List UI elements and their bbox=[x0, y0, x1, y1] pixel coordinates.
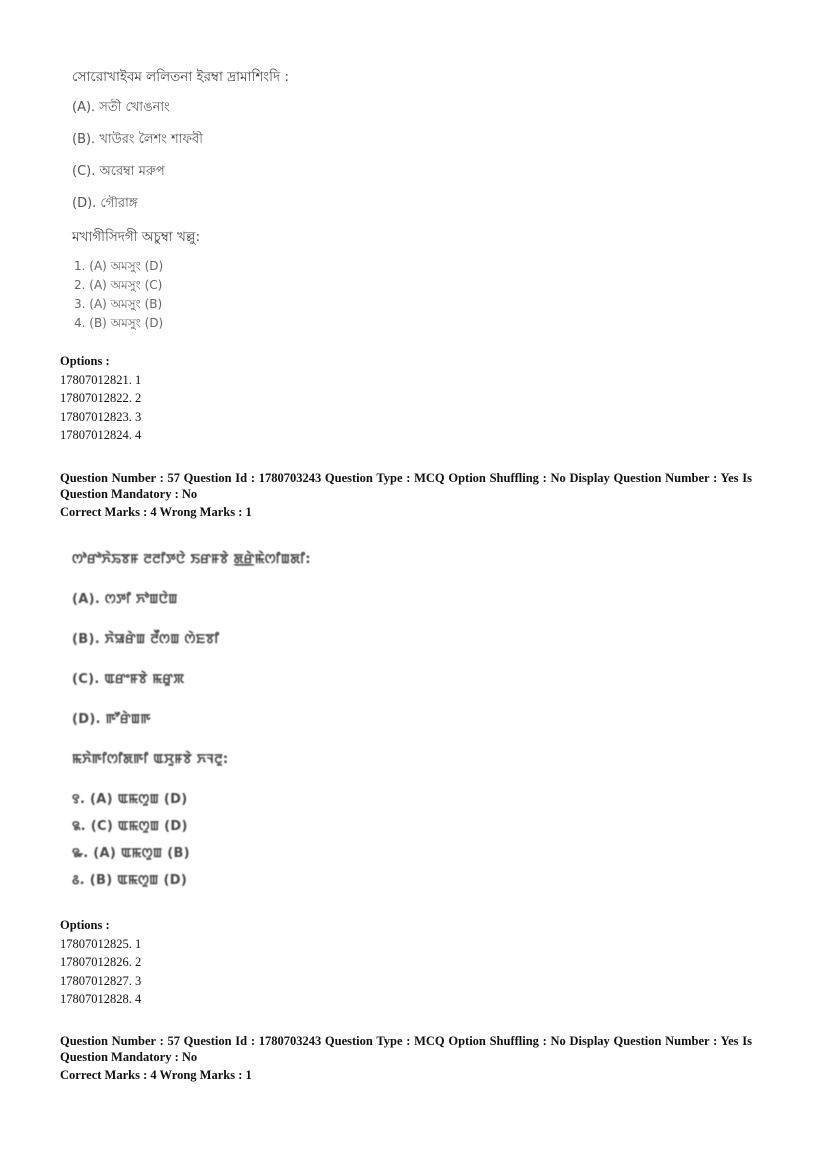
choice-c: (C). অরেম্বা মরুপ bbox=[72, 164, 165, 179]
option-item: 17807012827. 3 bbox=[60, 973, 142, 988]
choice-c: (C). ꯑꯔꯦꯝꯕꯥ ꯃꯔꯨꯞ bbox=[72, 672, 185, 687]
question-meta bbox=[60, 470, 752, 520]
options-block bbox=[60, 916, 760, 1009]
answer-1: ꯱. (A) ꯑꯃꯁꯨꯡ (D) bbox=[72, 792, 188, 807]
option-item: 17807012825. 1 bbox=[60, 936, 142, 951]
options-block bbox=[60, 352, 760, 445]
question-meta-line: Question Number : 57 Question Id : 1780703243 Question Type : MCQ Option Shuffling : No Display Question Number : Yes Is Question Mandatory : No bbox=[60, 471, 752, 501]
question-instruction: ꯃꯈꯥꯒꯤꯁꯤꯗꯒꯤ ꯑꯆꯨꯝꯕꯥ ꯈꯜꯂꯨ: bbox=[72, 752, 229, 767]
question-stem: সোরোখাইবম ললিতনা ইরম্বা দ্রামাশিংদি : bbox=[72, 69, 289, 85]
answer-3: 3. (A) অমসুং (B) bbox=[74, 297, 163, 311]
option-item: 17807012824. 4 bbox=[60, 428, 142, 442]
question-stem: ꯁꯣꯔꯣꯈꯥꯢꯕꯝ ꯂꯂꯤꯇꯅꯥ ꯏꯔꯝꯕꯥ ꯗ꯭ꯔꯥꯃꯥꯁꯤꯡꯗꯤ: bbox=[72, 552, 311, 567]
answer-3: ꯳. (A) ꯑꯃꯁꯨꯡ (B) bbox=[72, 846, 190, 861]
choice-a: (A). ꯁꯇꯤ ꯈꯣꯡꯅꯥꯡ bbox=[72, 592, 178, 607]
option-item: 17807012828. 4 bbox=[60, 992, 142, 1006]
marks-line: Correct Marks : 4 Wrong Marks : 1 bbox=[60, 1068, 252, 1082]
answer-4: 4. (B) অমসুং (D) bbox=[74, 316, 164, 330]
answer-2: ꯲. (C) ꯑꯃꯁꯨꯡ (D) bbox=[72, 819, 188, 834]
question-instruction: মখাগীসিদগী অচুম্বা খল্লু: bbox=[72, 229, 201, 245]
question-meta bbox=[60, 1033, 752, 1083]
option-item: 17807012821. 1 bbox=[60, 372, 142, 387]
choice-b: (B). খাউরং লৈশং শাফবী bbox=[72, 132, 203, 147]
choice-d: (D). গৌরাঙ্গ bbox=[72, 196, 138, 211]
question-image-meitei bbox=[60, 548, 360, 898]
answer-4: ꯴. (B) ꯑꯃꯁꯨꯡ (D) bbox=[72, 873, 188, 888]
choice-a: (A). সতী খোঙনাং bbox=[72, 100, 170, 115]
option-item: 17807012826. 2 bbox=[60, 955, 142, 969]
choice-b: (B). ꯈꯥꯎꯔꯥꯡ ꯂꯩꯁꯡ ꯁꯥꯐꯕꯤ bbox=[72, 632, 220, 647]
question-meta-line: Question Number : 57 Question Id : 1780703243 Question Type : MCQ Option Shuffling : No Display Question Number : Yes Is Question Mandatory : No bbox=[60, 1034, 752, 1064]
answer-2: 2. (A) অমসুং (C) bbox=[74, 278, 163, 292]
option-item: 17807012823. 3 bbox=[60, 409, 142, 424]
marks-line: Correct Marks : 4 Wrong Marks : 1 bbox=[60, 505, 252, 519]
question-image-bengali bbox=[60, 60, 360, 340]
choice-d: (D). ꯒꯧꯔꯥꯡꯒ bbox=[72, 712, 151, 727]
options-heading: Options : bbox=[60, 918, 110, 932]
option-item: 17807012822. 2 bbox=[60, 391, 142, 405]
options-heading: Options : bbox=[60, 354, 110, 368]
answer-1: 1. (A) অমসুং (D) bbox=[74, 259, 164, 273]
